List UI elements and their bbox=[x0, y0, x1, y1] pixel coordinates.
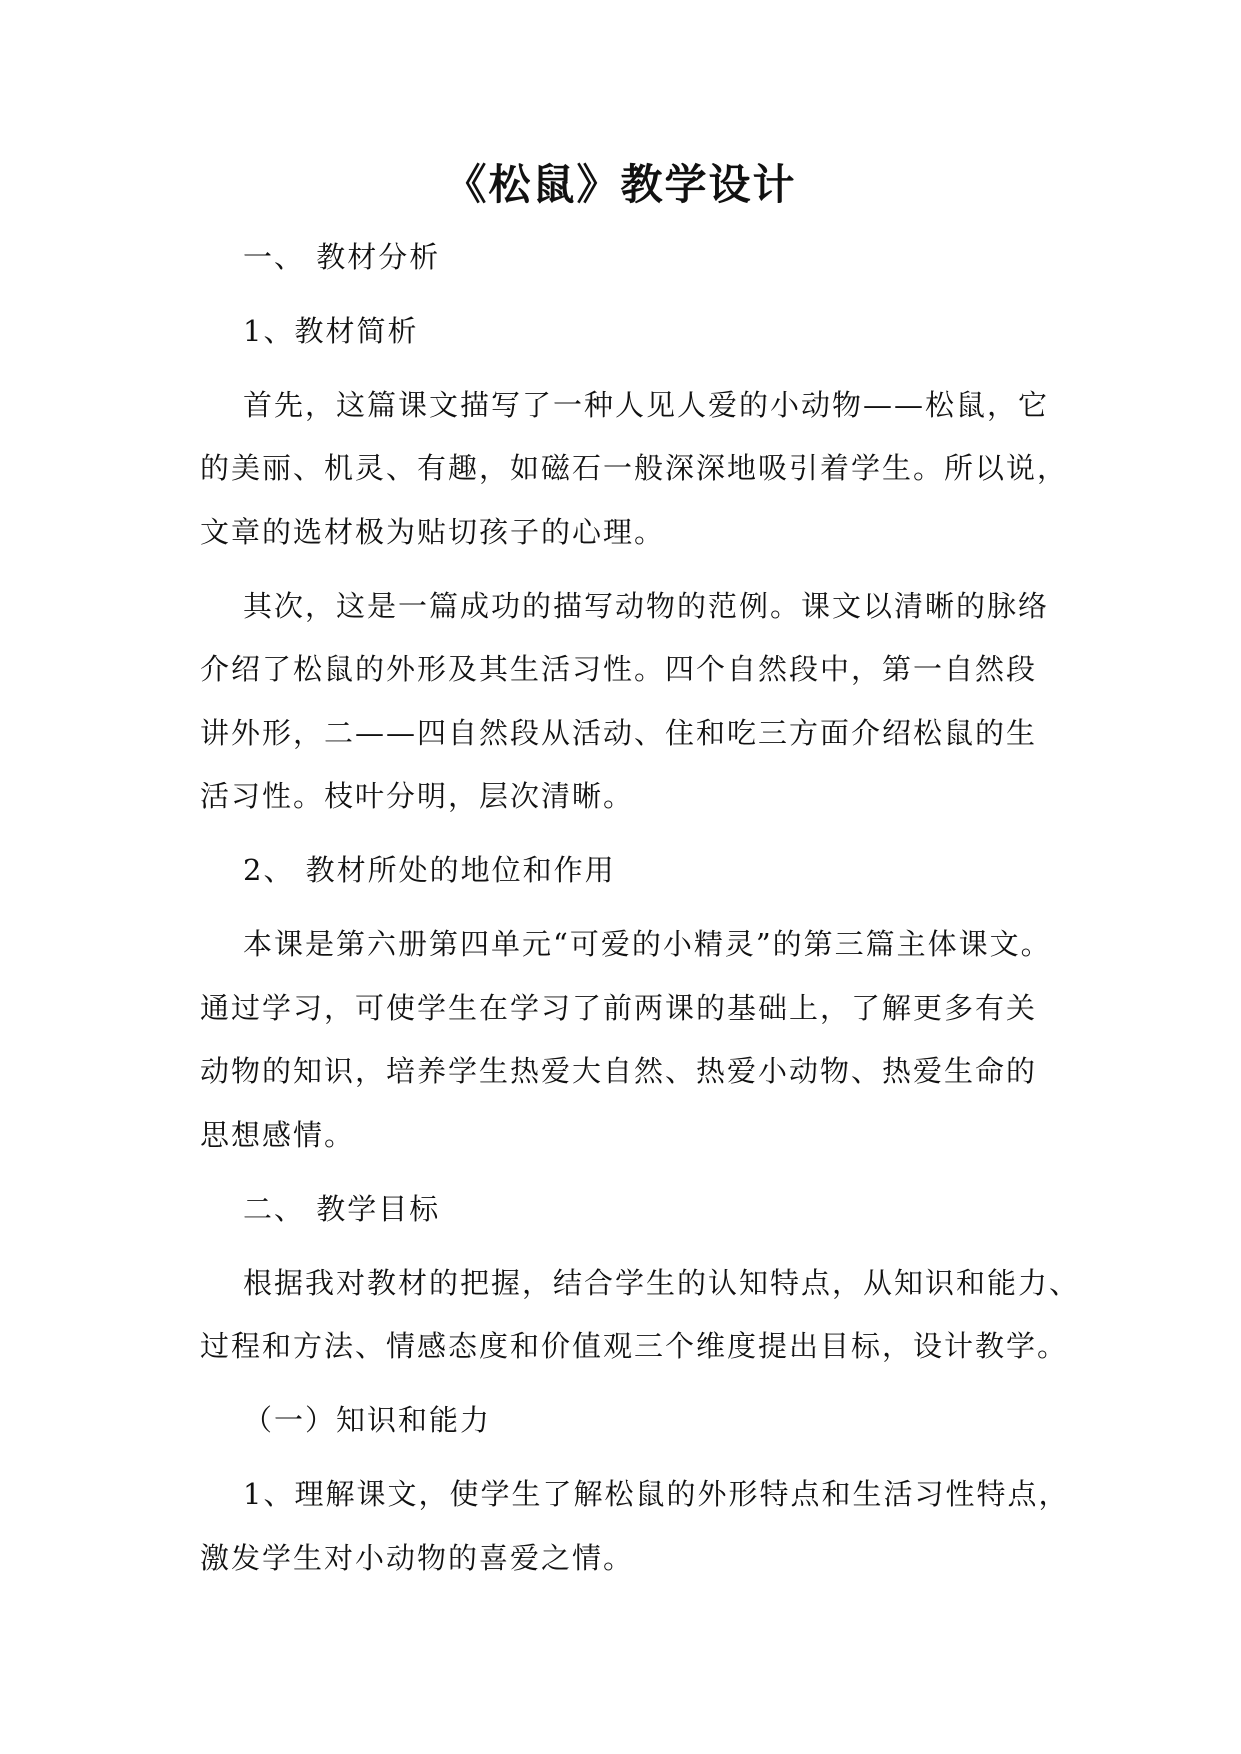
paragraph-line: 动物的知识，培养学生热爱大自然、热爱小动物、热爱生命的 bbox=[200, 1054, 1038, 1088]
subsection-heading-3: （一）知识和能力 bbox=[243, 1403, 492, 1437]
paragraph-line: 过程和方法、情感态度和价值观三个维度提出目标，设计教学。 bbox=[200, 1329, 1069, 1363]
paragraph-line: 文章的选材极为贴切孩子的心理。 bbox=[200, 515, 666, 549]
section-heading-2: 二、 教学目标 bbox=[243, 1192, 441, 1226]
document-title: 《松鼠》教学设计 bbox=[444, 160, 797, 209]
paragraph-line: 活习性。枝叶分明，层次清晰。 bbox=[200, 779, 635, 813]
paragraph-line: 首先，这篇课文描写了一种人见人爱的小动物——松鼠，它 bbox=[243, 388, 1050, 422]
paragraph-line: 1、理解课文，使学生了解松鼠的外形特点和生活习性特点， bbox=[243, 1477, 1070, 1511]
subsection-heading-2: 2、 教材所处的地位和作用 bbox=[243, 853, 616, 887]
paragraph-line: 激发学生对小动物的喜爱之情。 bbox=[200, 1541, 635, 1575]
paragraph-line: 介绍了松鼠的外形及其生活习性。四个自然段中，第一自然段 bbox=[200, 652, 1038, 686]
subsection-heading-1: 1、教材简析 bbox=[243, 314, 419, 348]
paragraph-line: 根据我对教材的把握，结合学生的认知特点，从知识和能力、 bbox=[243, 1266, 1081, 1300]
section-heading-1: 一、 教材分析 bbox=[243, 240, 441, 274]
paragraph-line: 讲外形，二——四自然段从活动、住和吃三方面介绍松鼠的生 bbox=[200, 716, 1038, 750]
paragraph-line: 的美丽、机灵、有趣，如磁石一般深深地吸引着学生。所以说， bbox=[200, 451, 1069, 485]
paragraph-line: 通过学习，可使学生在学习了前两课的基础上，了解更多有关 bbox=[200, 991, 1038, 1025]
paragraph-line: 其次，这是一篇成功的描写动物的范例。课文以清晰的脉络 bbox=[243, 589, 1050, 623]
paragraph-line: 本课是第六册第四单元“可爱的小精灵”的第三篇主体课文。 bbox=[243, 927, 1052, 961]
paragraph-line: 思想感情。 bbox=[200, 1118, 356, 1152]
